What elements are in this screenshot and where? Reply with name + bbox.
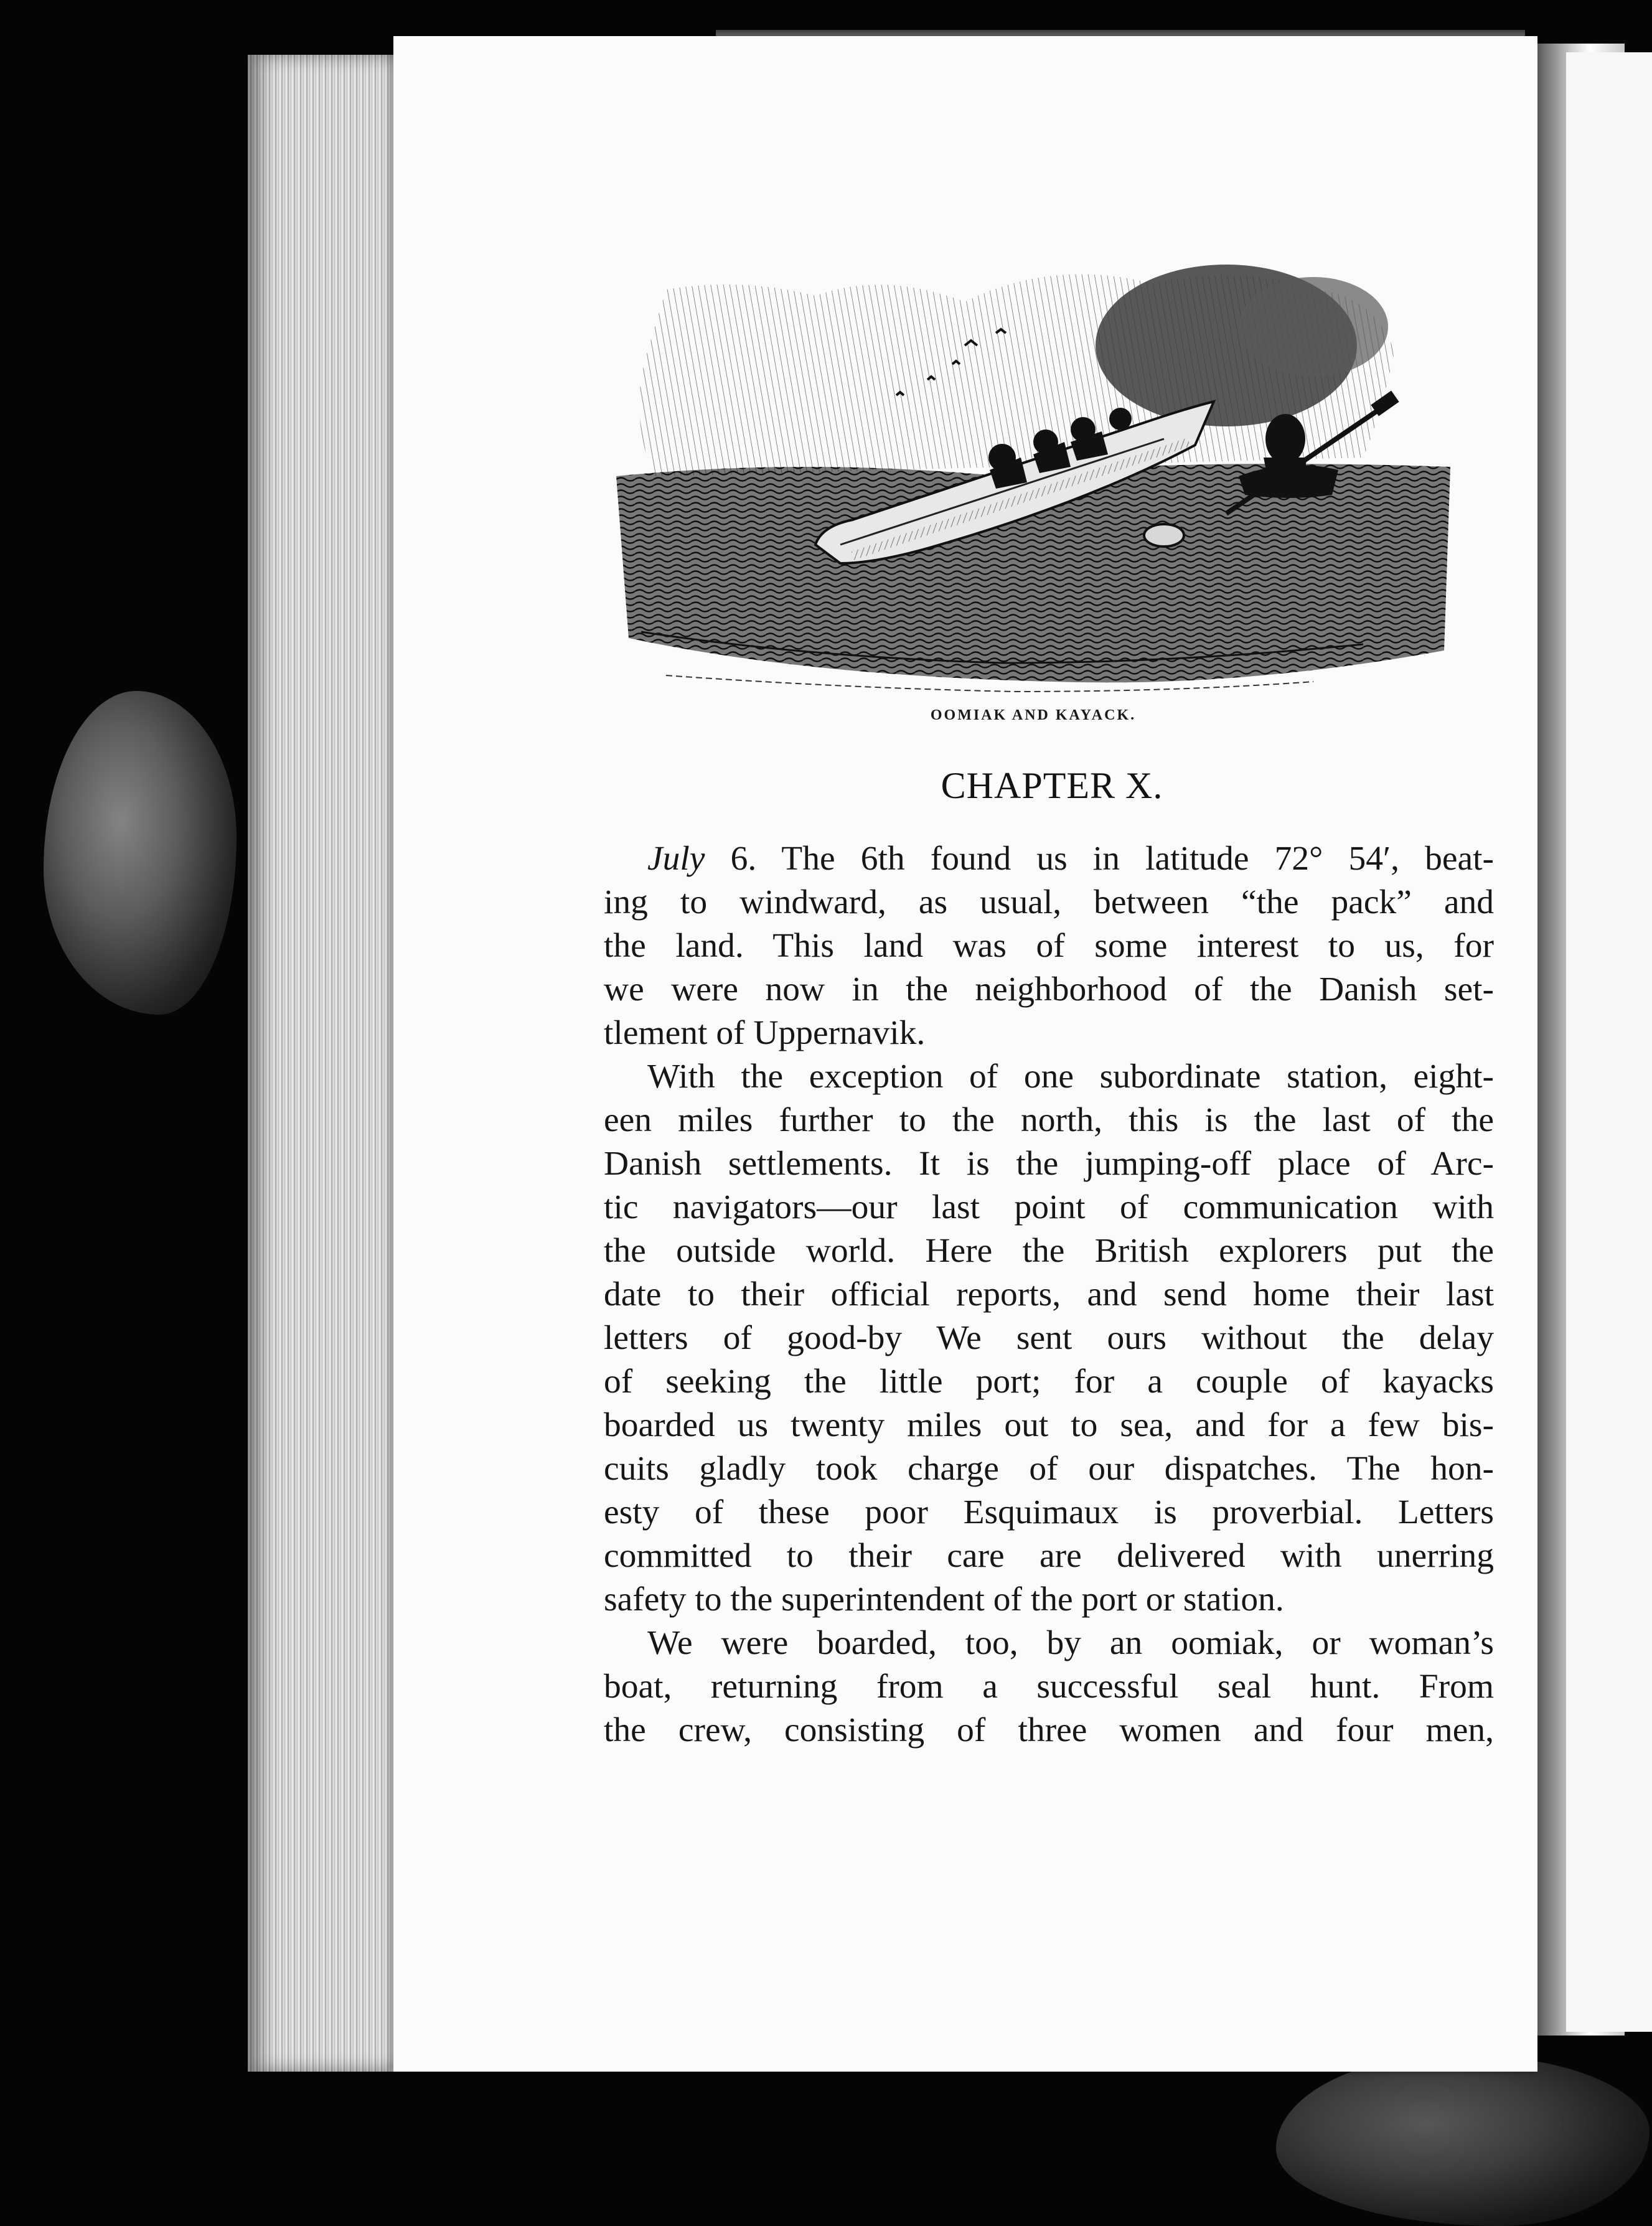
text-line: safety to the superintendent of the port or station. bbox=[604, 1580, 1284, 1618]
chapter-title: CHAPTER X. bbox=[941, 765, 1163, 806]
text-line: ing to windward, as usual, between “the pack” and bbox=[604, 883, 1494, 921]
book-fore-edge bbox=[248, 55, 397, 2072]
text-line: we were now in the neighborhood of the Danish set- bbox=[604, 970, 1494, 1008]
text-line: Danish settlements. It is the jumping-off place of Arc- bbox=[604, 1145, 1494, 1183]
text-line: the land. This land was of some interest to us, for bbox=[604, 927, 1494, 965]
paragraph-3 bbox=[604, 1622, 1494, 1752]
text-line: tlement of Uppernavik. bbox=[604, 1014, 926, 1052]
scan-debris-left bbox=[44, 691, 237, 1015]
text-line: July 6. The 6th found us in latitude 72° 54′, beat- bbox=[647, 840, 1495, 878]
text-line: letters of good-by We sent ours without the delay bbox=[604, 1319, 1494, 1357]
paragraph-2 bbox=[604, 1055, 1494, 1622]
text-line: committed to their care are delivered with unerring bbox=[604, 1537, 1494, 1575]
text-line: the crew, consisting of three women and four men, bbox=[604, 1711, 1494, 1749]
text-line: of seeking the little port; for a couple of kayacks bbox=[604, 1363, 1494, 1401]
text-line: tic navigators—our last point of communication with bbox=[604, 1188, 1494, 1226]
text-line: boarded us twenty miles out to sea, and for a few bis- bbox=[604, 1406, 1494, 1444]
date-label: July bbox=[647, 840, 705, 878]
text-line: esty of these poor Esquimaux is proverbial. Letters bbox=[604, 1493, 1494, 1531]
chapter-body bbox=[604, 837, 1494, 1752]
paragraph-1 bbox=[604, 837, 1494, 1055]
scan-debris-bottom bbox=[1276, 2054, 1650, 2226]
seal bbox=[1144, 524, 1184, 547]
illustration-caption: OOMIAK AND KAYACK. bbox=[930, 707, 1137, 723]
text-line: boat, returning from a successful seal hunt. From bbox=[604, 1668, 1494, 1706]
text-line: een miles further to the north, this is the last of the bbox=[604, 1101, 1494, 1139]
text-line: We were boarded, too, by an oomiak, or woman’s bbox=[647, 1624, 1494, 1662]
next-page-sliver bbox=[1566, 52, 1652, 2032]
oomiak-kayak-illustration bbox=[616, 252, 1450, 700]
text-line: cuits gladly took charge of our dispatches. The hon- bbox=[604, 1450, 1494, 1488]
text-line: the outside world. Here the British explorers put the bbox=[604, 1232, 1494, 1270]
text-line: date to their official reports, and send home their last bbox=[604, 1275, 1494, 1313]
text-line: With the exception of one subordinate station, eight- bbox=[647, 1058, 1494, 1096]
